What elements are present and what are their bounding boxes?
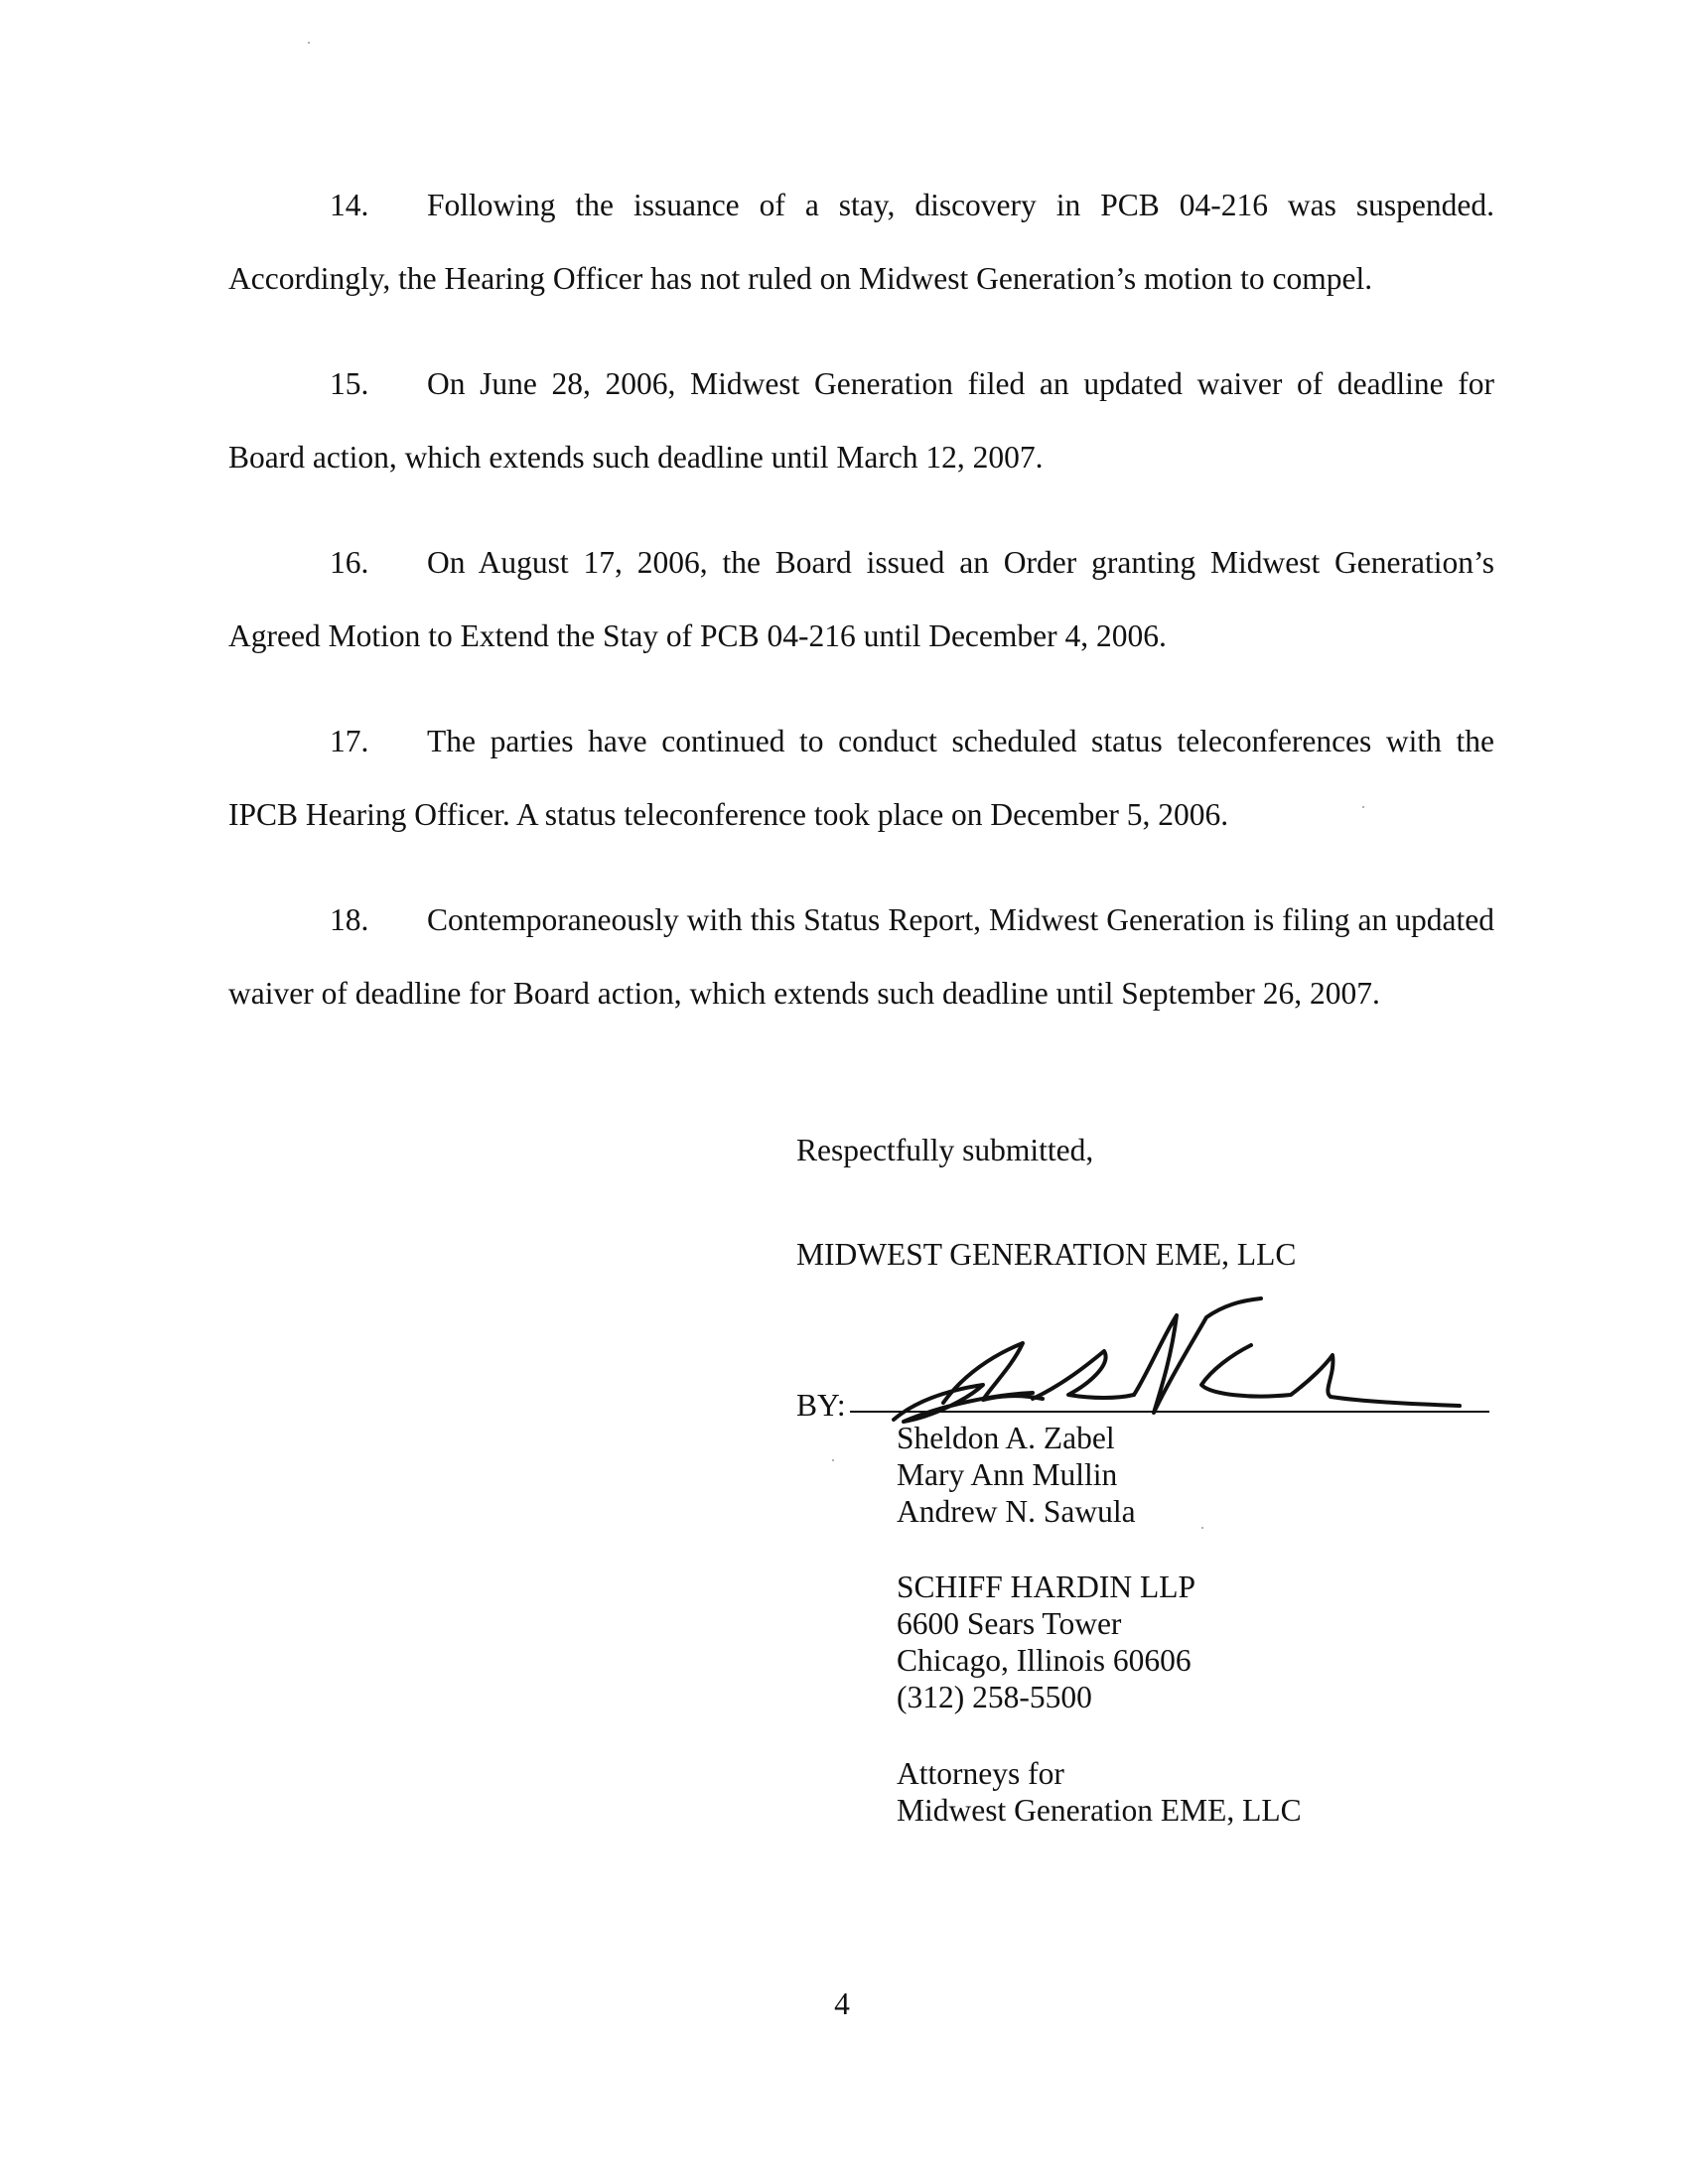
signer-name: Mary Ann Mullin xyxy=(897,1457,1118,1492)
page-number: 4 xyxy=(834,1986,850,2021)
signers-block xyxy=(897,1420,1136,1530)
paragraph-number: 16. xyxy=(330,545,369,580)
paragraph-14 xyxy=(228,169,1494,316)
firm-block xyxy=(897,1569,1195,1715)
paragraph-16 xyxy=(228,526,1494,673)
signer-name: Andrew N. Sawula xyxy=(897,1494,1136,1529)
signer-name: Sheldon A. Zabel xyxy=(897,1421,1115,1455)
handwritten-signature xyxy=(874,1296,1470,1430)
paragraph-15 xyxy=(228,347,1494,494)
attorneys-client: Midwest Generation EME, LLC xyxy=(897,1793,1302,1828)
paragraph-number: 14. xyxy=(330,188,369,222)
scan-speck xyxy=(1201,1527,1203,1529)
paragraph-text: Contemporaneously with this Status Report, Midwest Generation is filing an updated waiver of deadline for Board action, which extends such deadline until September 26, 2007. xyxy=(228,902,1494,1011)
scan-speck xyxy=(1362,806,1364,808)
firm-address-line2: Chicago, Illinois 60606 xyxy=(897,1643,1192,1678)
by-label: BY: xyxy=(796,1388,846,1423)
paragraph-number: 15. xyxy=(330,366,369,401)
paragraph-text: On August 17, 2006, the Board issued an Order granting Midwest Generation’s Agreed Motion to Extend the Stay of PCB 04-216 until December 4, 2006. xyxy=(228,545,1494,653)
paragraph-text: The parties have continued to conduct scheduled status teleconferences with the IPCB Hearing Officer. A status teleconference took place on December 5, 2006. xyxy=(228,724,1494,832)
scan-speck xyxy=(308,42,310,44)
paragraph-text: Following the issuance of a stay, discovery in PCB 04-216 was suspended. Accordingly, the Hearing Officer has not ruled on Midwest Generation’s motion to compel. xyxy=(228,188,1494,296)
attorneys-block xyxy=(897,1755,1302,1829)
closing-line: Respectfully submitted, xyxy=(796,1133,1094,1167)
paragraph-18 xyxy=(228,884,1494,1030)
paragraph-number: 18. xyxy=(330,902,369,937)
paragraph-17 xyxy=(228,705,1494,852)
attorneys-for-label: Attorneys for xyxy=(897,1756,1064,1791)
paragraph-text: On June 28, 2006, Midwest Generation filed an updated waiver of deadline for Board action, which extends such deadline until March 12, 2007. xyxy=(228,366,1494,475)
firm-address-line1: 6600 Sears Tower xyxy=(897,1606,1122,1641)
company-name: MIDWEST GENERATION EME, LLC xyxy=(796,1237,1297,1272)
scan-speck xyxy=(832,1459,834,1461)
firm-phone: (312) 258-5500 xyxy=(897,1680,1092,1714)
paragraph-number: 17. xyxy=(330,724,369,758)
firm-name: SCHIFF HARDIN LLP xyxy=(897,1570,1196,1604)
